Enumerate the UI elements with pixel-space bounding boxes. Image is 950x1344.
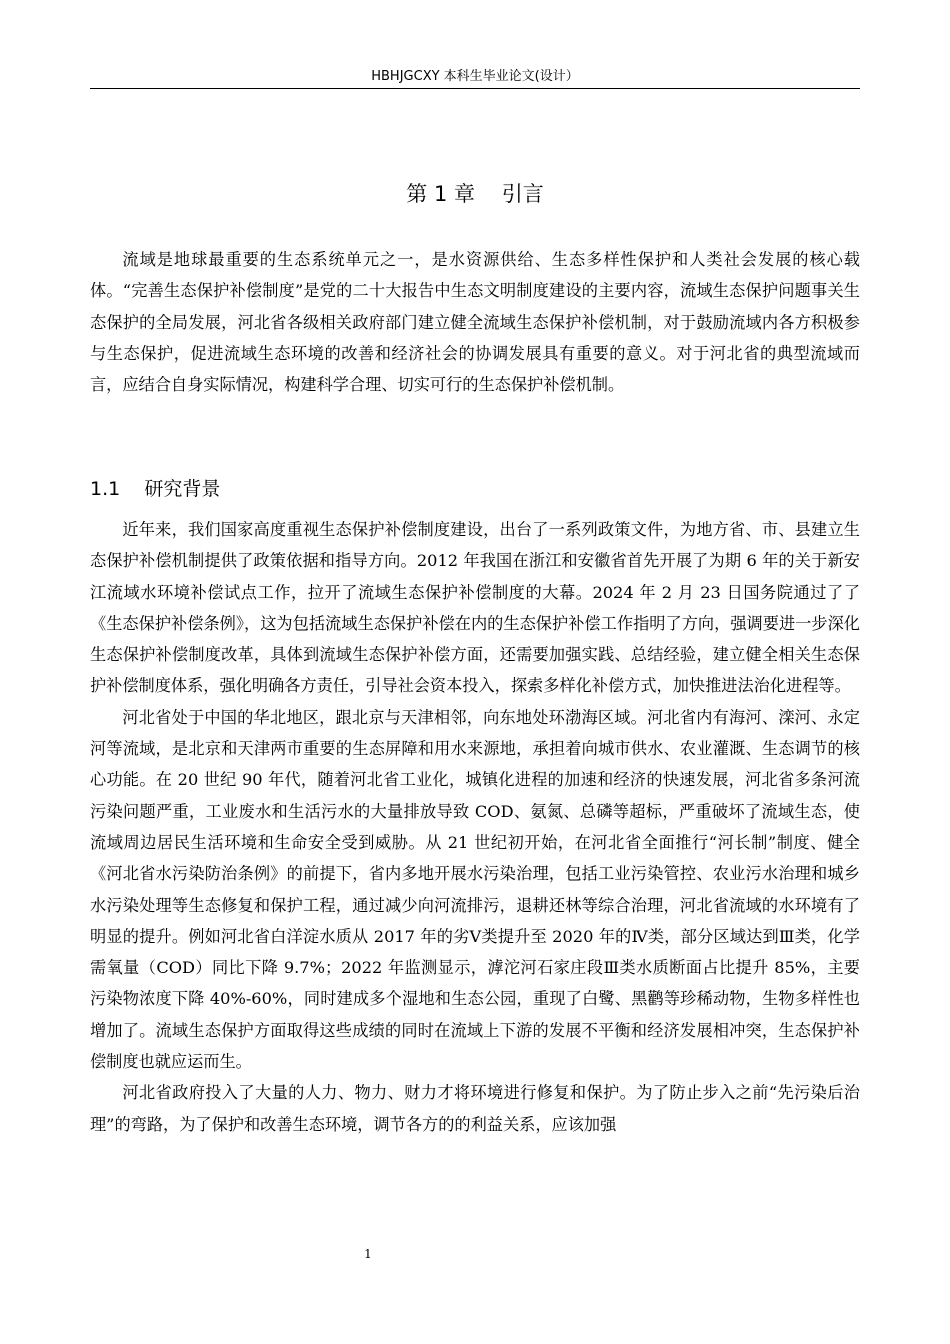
intro-paragraph: 流域是地球最重要的生态系统单元之一，是水资源供给、生态多样性保护和人类社会发展的核心载体。“完善生态保护补偿制度”是党的二十大报告中生态文明制度建设的主要内容，流域生态保护问题事关生态保护的全局发展，河北省各级相关政府部门建立健全流域生态保护补偿机制，对于鼓励流域内各方积极参与生态保护，促进流域生态环境的改善和经济社会的协调发展具有重要的意义。对于河北省的典型流域而言，应结合自身实际情况，构建科学合理、切实可行的生态保护补偿机制。 — [90, 250, 860, 395]
background-section — [90, 514, 860, 1140]
page-number: 1 — [364, 1247, 372, 1261]
section-heading: 1.1 研究背景 — [90, 478, 221, 500]
chapter-title: 第 1 章 引言 — [406, 182, 544, 206]
intro-section — [90, 244, 860, 400]
body-paragraph: 河北省政府投入了大量的人力、物力、财力才将环境进行修复和保护。为了防止步入之前“先污染后治理”的弯路，为了保护和改善生态环境，调节各方的的利益关系，应该加强 — [90, 1083, 860, 1134]
page-header: HBHJGCXY 本科生毕业论文(设计） — [90, 66, 860, 89]
body-paragraph: 近年来，我们国家高度重视生态保护补偿制度建设，出台了一系列政策文件，为地方省、市、县建立生态保护补偿机制提供了政策依据和指导方向。2012 年我国在浙江和安徽省首先开展了为期 6 年的关于新安江流域水环境补偿试点工作，拉开了流域生态保护补偿制度的大幕。2024 年 2 月 23 日国务院通过了了《生态保护补偿条例》，这为包括流域生态保护补偿在内的生态保护补偿工作指明了方向，强调要进一步深化生态保护补偿制度改革，具体到流域生态保护补偿方面，还需要加强实践、总结经验，建立健全相关生态保护补偿制度体系，强化明确各方责任，引导社会资本投入，探索多样化补偿方式，加快推进法治化进程等。 — [90, 520, 860, 696]
body-paragraph: 河北省处于中国的华北地区，跟北京与天津相邻，向东地处环渤海区域。河北省内有海河、滦河、永定河等流域，是北京和天津两市重要的生态屏障和用水来源地，承担着向城市供水、农业灌溉、生态调节的核心功能。在 20 世纪 90 年代，随着河北省工业化，城镇化进程的加速和经济的快速发展，河北省多条河流污染问题严重，工业废水和生活污水的大量排放导致 COD、氨氮、总磷等超标，严重破坏了流域生态，使流域周边居民生活环境和生命安全受到威胁。从 21 世纪初开始，在河北省全面推行“河长制”制度、健全《河北省水污染防治条例》的前提下，省内多地开展水污染治理，包括工业污染管控、农业污水治理和城乡水污染处理等生态修复和保护工程，通过减少向河流排污，退耕还林等综合治理，河北省流域的水环境有了明显的提升。例如河北省白洋淀水质从 2017 年的劣Ⅴ类提升至 2020 年的Ⅳ类，部分区域达到Ⅲ类，化学需氧量（COD）同比下降 9.7%；2022 年监测显示，滹沱河石家庄段Ⅲ类水质断面占比提升 85%，主要污染物浓度下降 40%-60%，同时建成多个湿地和生态公园，重现了白鹭、黑鹳等珍稀动物，生物多样性也增加了。流域生态保护方面取得这些成绩的同时在流域上下游的发展不平衡和经济发展相冲突，生态保护补偿制度也就应运而生。 — [90, 707, 860, 1072]
